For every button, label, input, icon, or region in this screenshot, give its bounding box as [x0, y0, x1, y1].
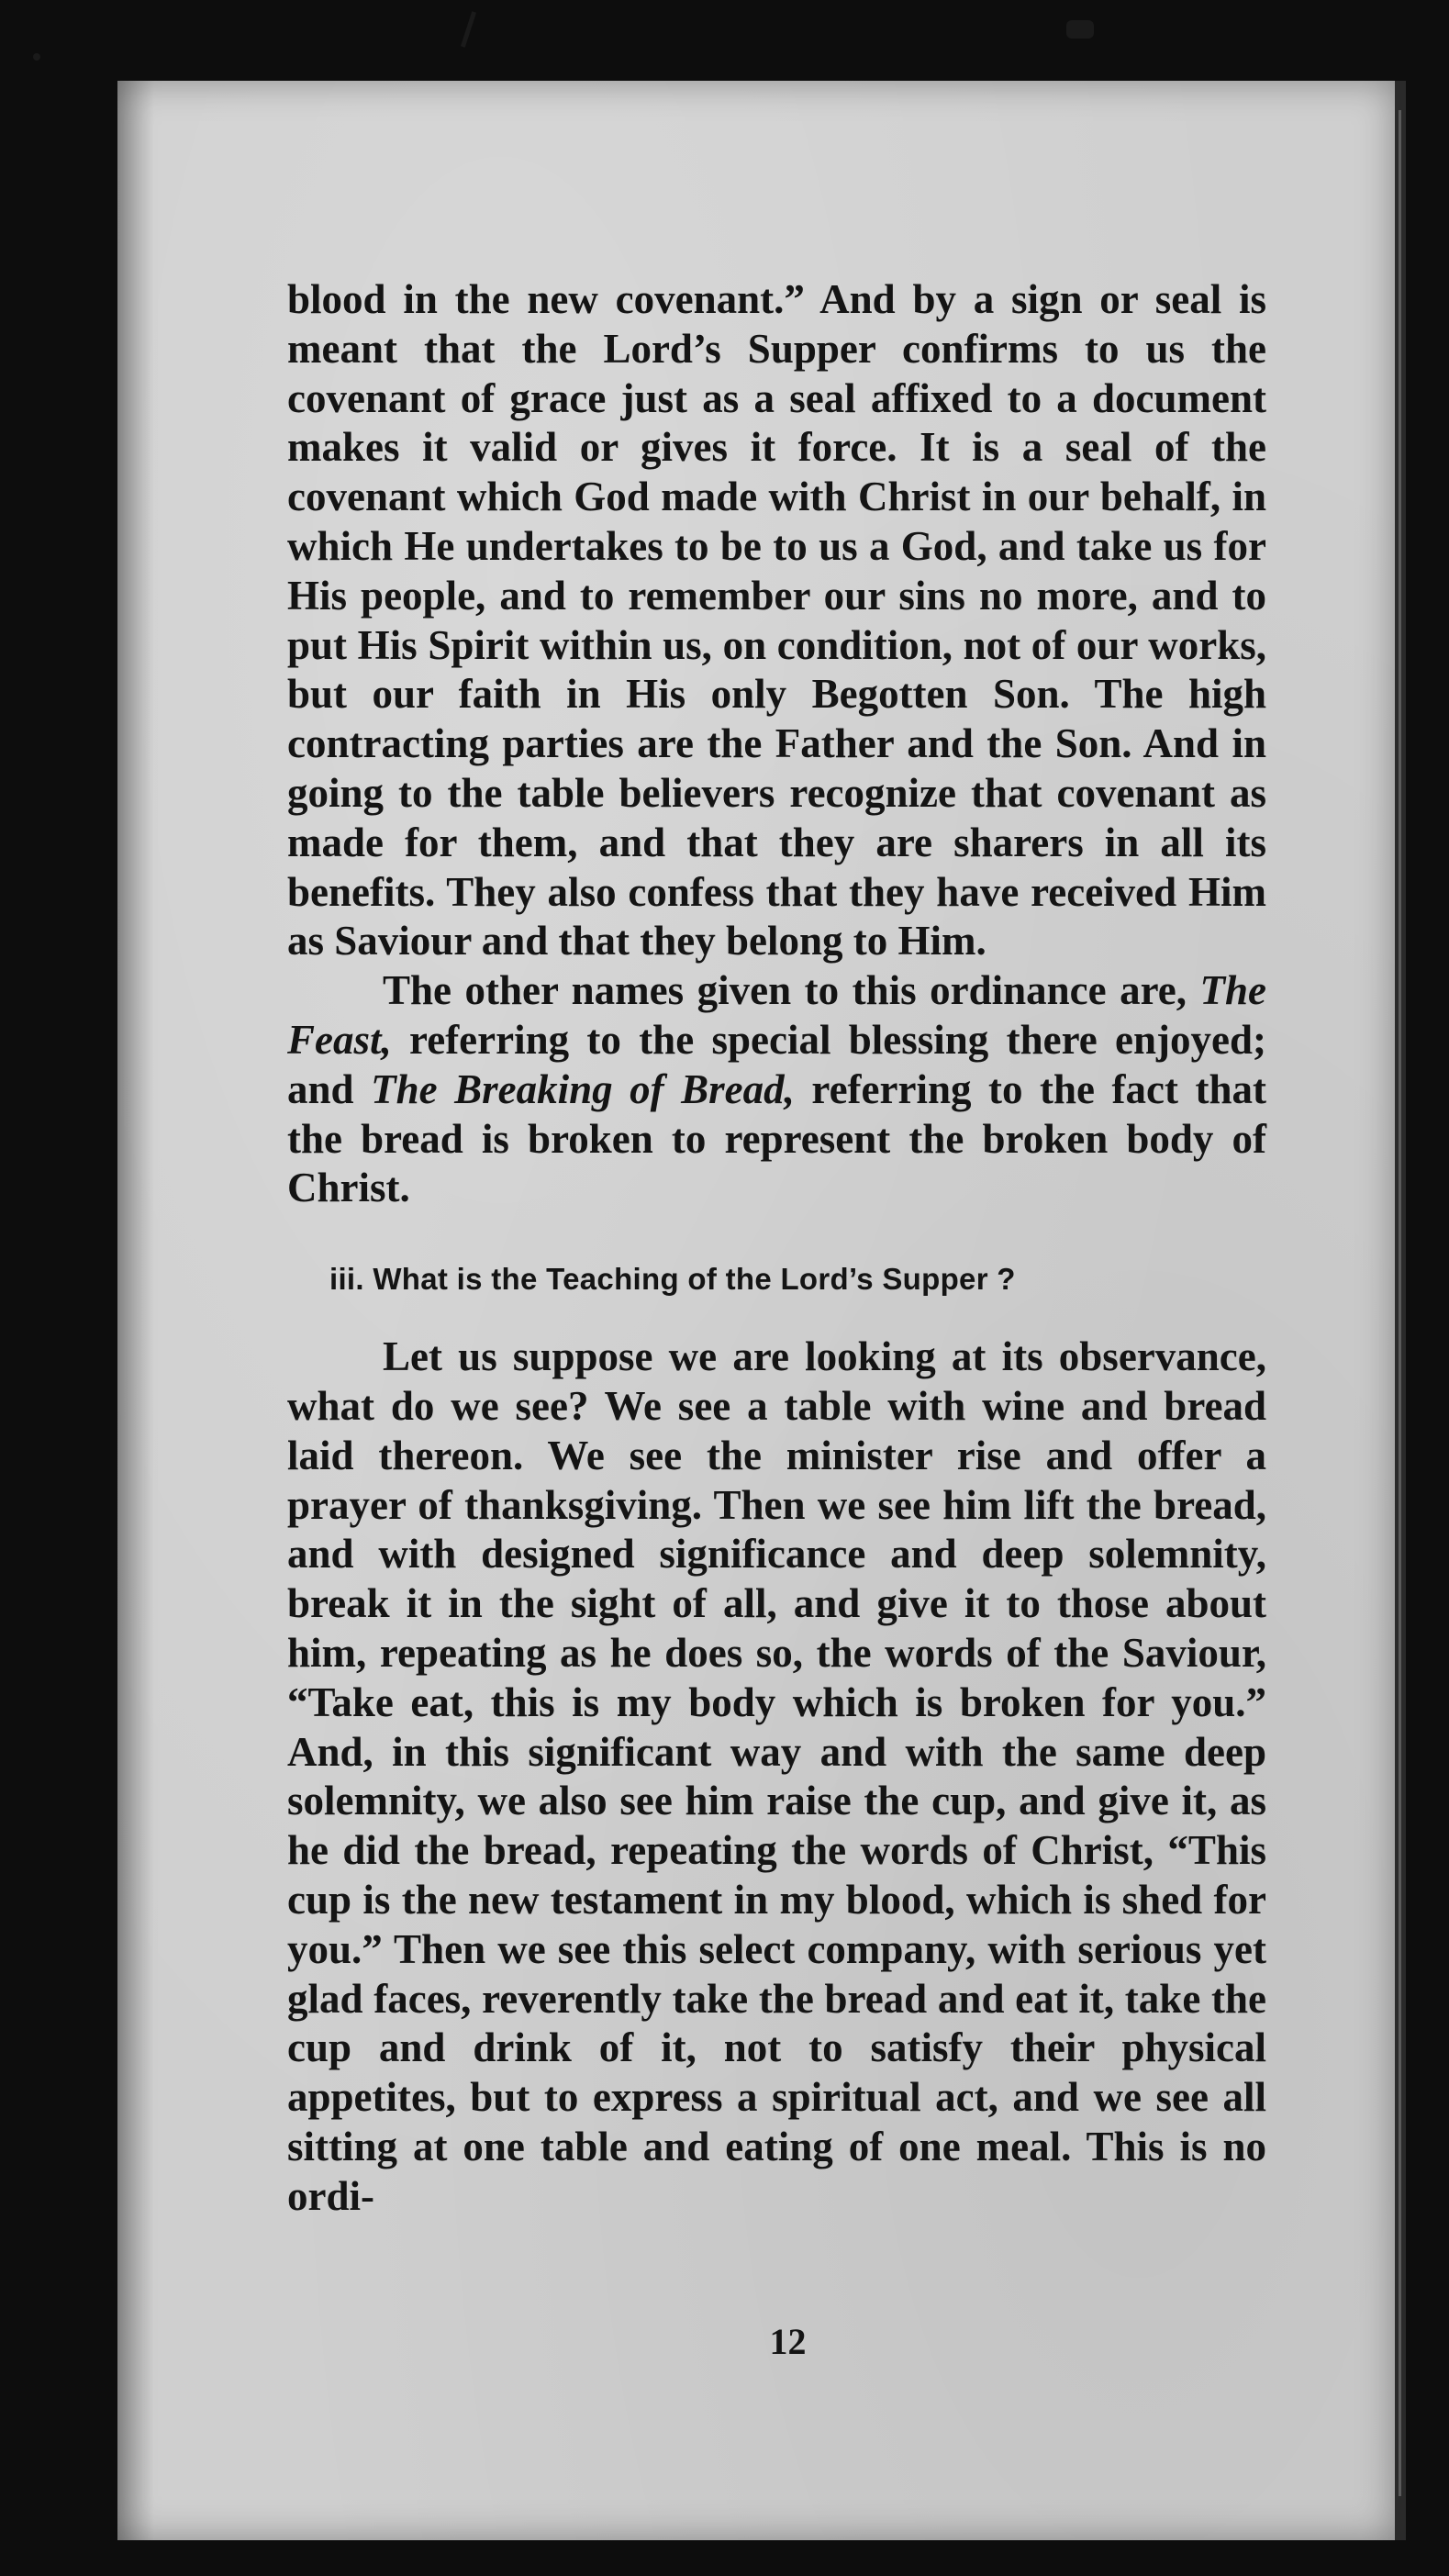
section-heading: iii. What is the Teaching of the Lord’s Supper ? — [329, 1262, 1016, 1297]
paragraph-2-text-a: The other names given to this ordinance are, — [383, 967, 1200, 1014]
page-gutter-shadow — [117, 81, 154, 2540]
body-paragraph-2 — [287, 966, 1266, 1213]
scan-speck — [33, 53, 40, 61]
paragraph-2-text-b: referring to the special blessing there enjoyed; and — [287, 1016, 1266, 1112]
term-breaking-of-bread: The Breaking of Bread, — [371, 1065, 795, 1112]
page-edge-line — [1399, 110, 1401, 2496]
term-the-feast: The Feast, — [287, 967, 1266, 1063]
page-text — [287, 275, 1266, 2221]
page-number: 12 — [769, 2321, 807, 2362]
page-number-wrapper — [0, 2320, 1449, 2363]
body-paragraph-1: blood in the new covenant.” And by a sign or seal is meant that the Lord’s Supper confirms to us the covenant of grace just as a seal affixed to a document makes it valid or gives it force. It is a seal of the covenant which God made with Christ in our behalf, in which He undertakes to be to us a God, and take us for His people, and to remember our sins no more, and to put His Spirit within us, on condition, not of our works, but our faith in His only Begotten Son. The high contracting parties are the Father and the Son. And in going to the table believers recognize that covenant as made for them, and that they are sharers in all its benefits. They also confess that they have received Him as Saviour and that they belong to Him. — [287, 276, 1266, 965]
body-paragraph-3: Let us suppose we are looking at its observance, what do we see? We see a table with wine and bread laid thereon. We see the minister rise and offer a prayer of thanksgiving. Then we see him lift the bread, and with designed significance and deep solemnity, break it in the sight of all, and give it to those about him, repeating as he does so, the words of the Saviour, “Take eat, this is my body which is broken for you.” And, in this significant way and with the same deep solemnity, we also see him raise the cup, and give it, as he did the bread, repeating the words of Christ, “This cup is the new testament in my blood, which is shed for you.” Then we see this select company, with serious yet glad faces, reverently take the bread and eat it, take the cup and drink of it, not to satisfy their physical appetites, but to express a spiritual act, and we see all sitting at one table and eating of one meal. This is no ordi- — [287, 1333, 1266, 2219]
scan-speck — [1066, 20, 1094, 39]
paragraph-2-text-c: referring to the fact that the bread is broken to represent the broken body of Christ. — [287, 1065, 1266, 1211]
